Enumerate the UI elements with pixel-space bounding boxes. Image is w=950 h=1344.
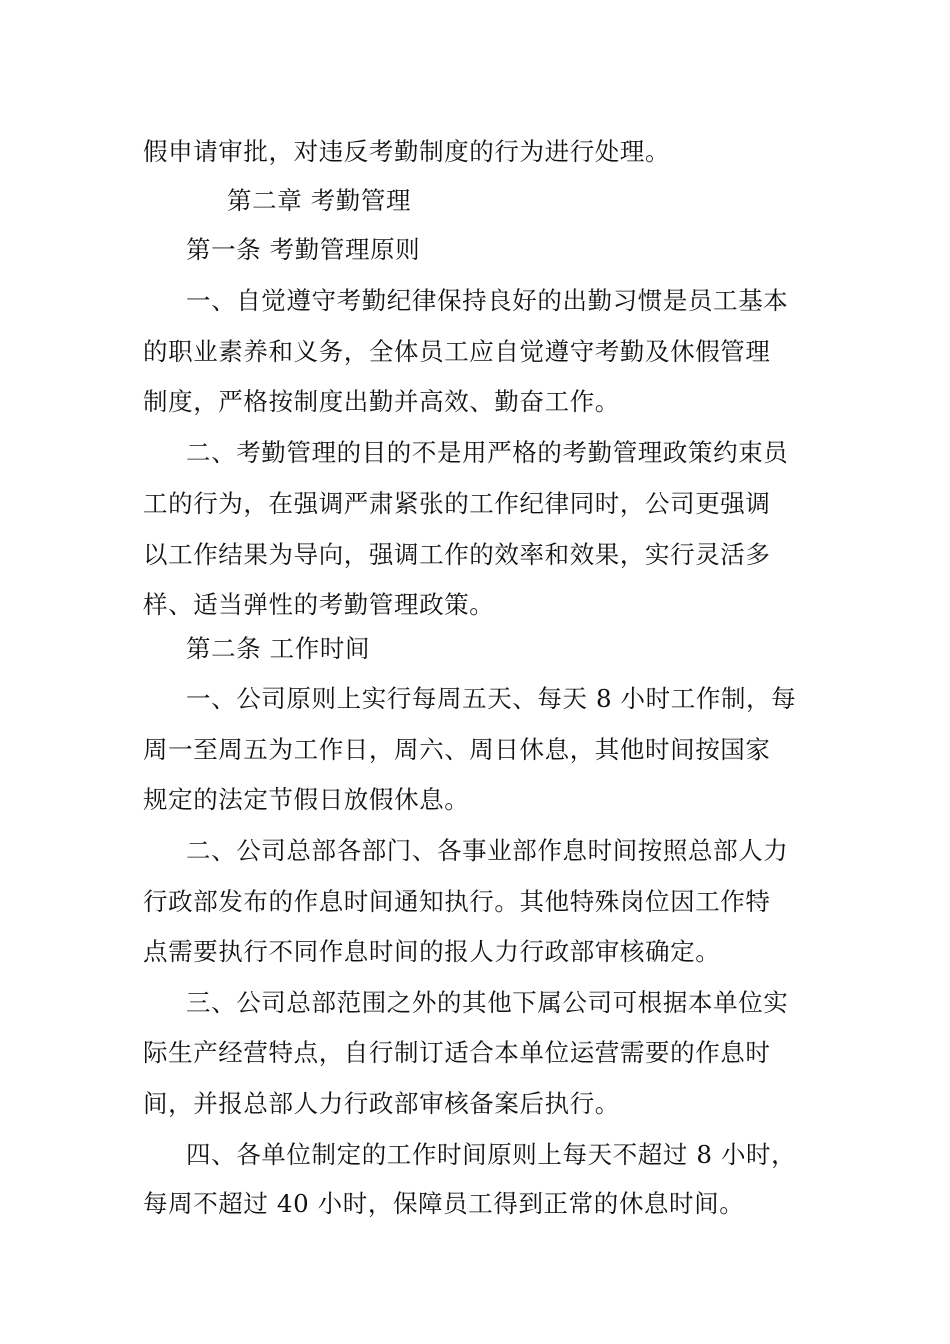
paragraph-line: 二、考勤管理的目的不是用严格的考勤管理政策约束员 — [186, 438, 789, 467]
article-heading: 第一条 考勤管理原则 — [186, 235, 421, 264]
paragraph-line: 三、公司总部范围之外的其他下属公司可根据本单位实 — [186, 988, 789, 1017]
paragraph-line: 假申请审批，对违反考勤制度的行为进行处理。 — [143, 137, 671, 166]
paragraph-line: 一、自觉遵守考勤纪律保持良好的出勤习惯是员工基本 — [186, 286, 789, 315]
paragraph-line: 制度，严格按制度出勤并高效、勤奋工作。 — [143, 387, 620, 416]
paragraph-line: 间，并报总部人力行政部审核备案后执行。 — [143, 1089, 620, 1118]
paragraph-line: 行政部发布的作息时间通知执行。其他特殊岗位因工作特 — [143, 887, 771, 916]
paragraph-line: 每周不超过 40 小时，保障员工得到正常的休息时间。 — [143, 1189, 745, 1218]
paragraph-line: 以工作结果为导向，强调工作的效率和效果，实行灵活多 — [143, 540, 771, 569]
paragraph-line: 四、各单位制定的工作时间原则上每天不超过 8 小时， — [186, 1140, 797, 1169]
paragraph-line: 周一至周五为工作日，周六、周日休息，其他时间按国家 — [143, 735, 771, 764]
paragraph-line: 规定的法定节假日放假休息。 — [143, 785, 470, 814]
paragraph-line: 的职业素养和义务，全体员工应自觉遵守考勤及休假管理 — [143, 337, 771, 366]
chapter-heading: 第二章 考勤管理 — [227, 186, 412, 215]
paragraph-line: 际生产经营特点，自行制订适合本单位运营需要的作息时 — [143, 1038, 771, 1067]
paragraph-line: 二、公司总部各部门、各事业部作息时间按照总部人力 — [186, 836, 789, 865]
paragraph-line: 工的行为，在强调严肃紧张的工作纪律同时，公司更强调 — [143, 489, 771, 518]
paragraph-line: 一、公司原则上实行每周五天、每天 8 小时工作制，每 — [186, 684, 797, 713]
paragraph-line: 点需要执行不同作息时间的报人力行政部审核确定。 — [143, 937, 721, 966]
article-heading: 第二条 工作时间 — [186, 634, 371, 663]
paragraph-line: 样、适当弹性的考勤管理政策。 — [143, 590, 495, 619]
